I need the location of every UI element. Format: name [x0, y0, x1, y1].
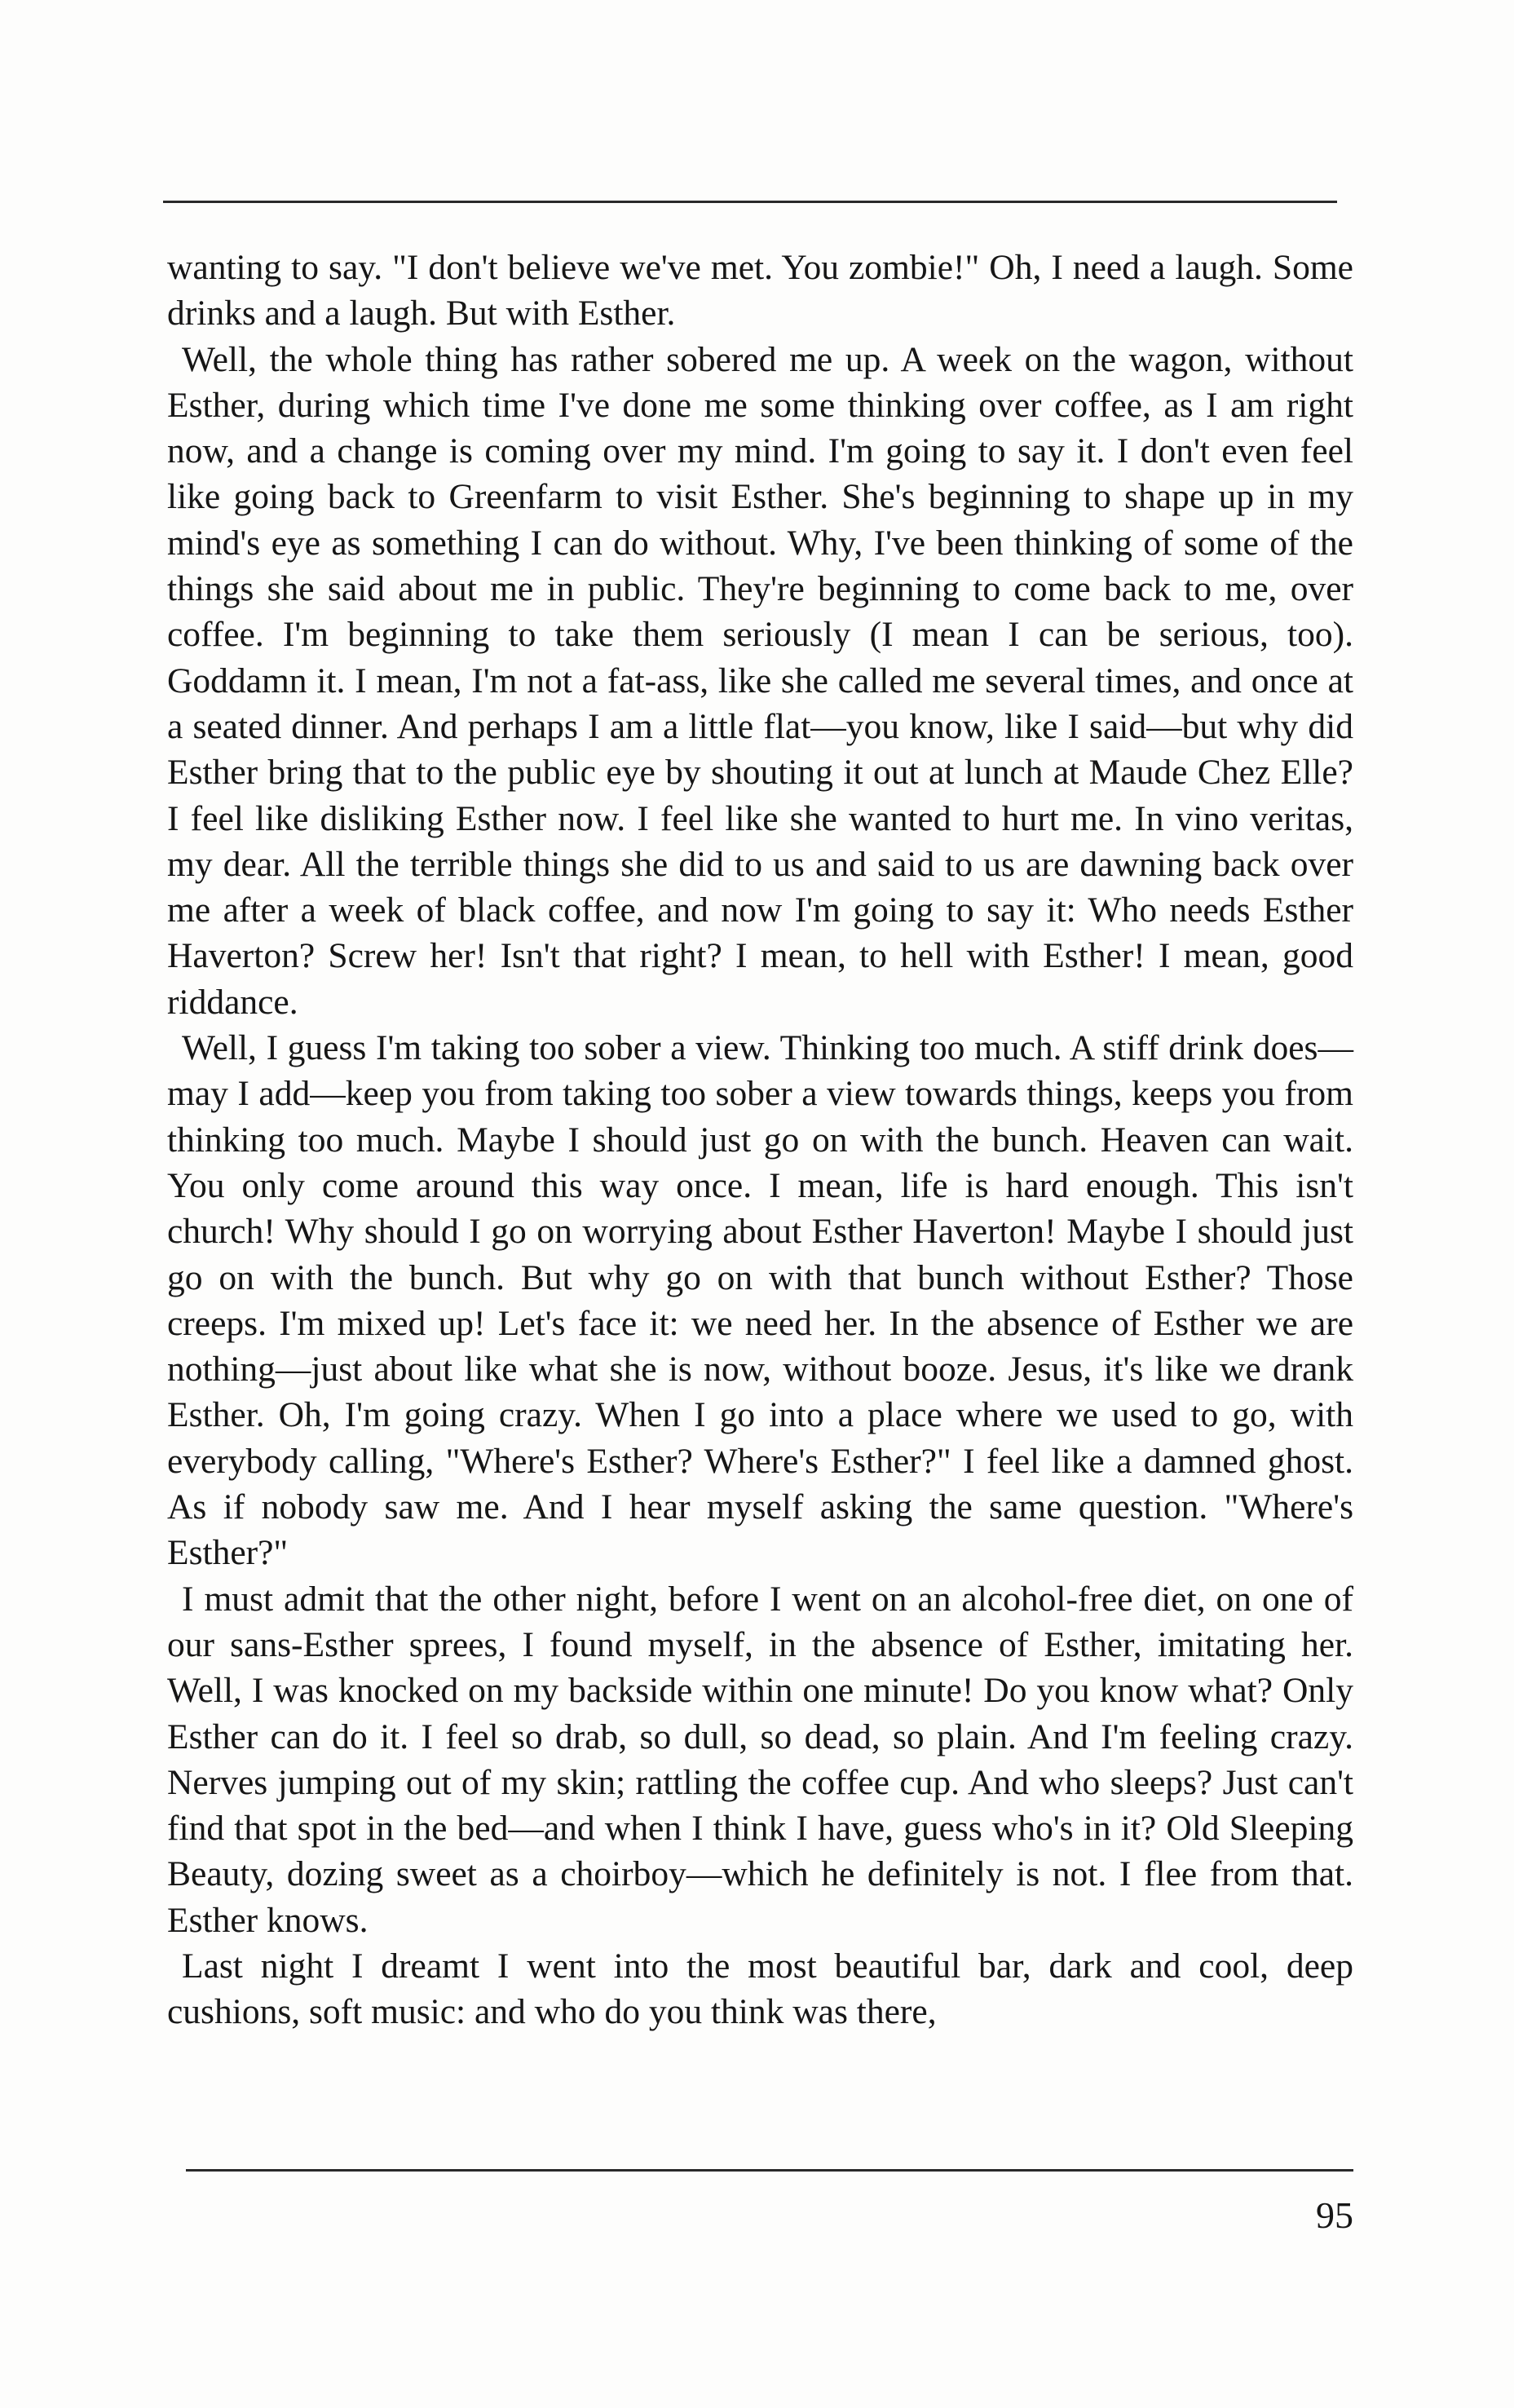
paragraph-3: Well, I guess I'm taking too sober a view. Thinking too much. A stiff drink does—may I add—keep you from taking too sober a view towards things, keeps you from thinking too much. Maybe I should just go on with the bunch. Heaven can wait. You only come around this way once. I mean, life is hard enough. This isn't church! Why should I go on worrying about Esther Haverton! Maybe I should just go on with the bunch. But why go on with that bunch without Esther? Those creeps. I'm mixed up! Let's face it: we need her. In the absence of Esther we are nothing—just about like what she is now, without booze. Jesus, it's like we drank Esther. Oh, I'm going crazy. When I go into a place where we used to go, with everybody calling, "Where's Esther? Where's Esther?" I feel like a damned ghost. As if nobody saw me. And I hear myself asking the same question. "Where's Esther?" — [167, 1028, 1353, 1573]
paragraph-5: Last night I dreamt I went into the most beautiful bar, dark and cool, deep cushions, soft music: and who do you think was there, — [167, 1946, 1353, 2032]
paragraph-2: Well, the whole thing has rather sobered me up. A week on the wagon, without Esther, during which time I've done me some thinking over coffee, as I am right now, and a change is coming over my mind. I'm going to say it. I don't even feel like going back to Greenfarm to visit Esther. She's beginning to shape up in my mind's eye as something I can do without. Why, I've been thinking of some of the things she said about me in public. They're beginning to come back to me, over coffee. I'm beginning to take them seriously (I mean I can be serious, too). Goddamn it. I mean, I'm not a fat-ass, like she called me several times, and once at a seated dinner. And perhaps I am a little flat—you know, like I said—but why did Esther bring that to the public eye by shouting it out at lunch at Maude Chez Elle? I feel like disliking Esther now. I feel like she wanted to hurt me. In vino veritas, my dear. All the terrible things she did to us and said to us are dawning back over me after a week of black coffee, and now I'm going to say it: Who needs Esther Haverton? Screw her! Isn't that right? I mean, to hell with Esther! I mean, good riddance. — [167, 339, 1353, 1022]
paragraph-1: wanting to say. "I don't believe we've met. You zombie!" Oh, I need a laugh. Some drinks and a laugh. But with Esther. — [167, 248, 1353, 334]
body-text — [167, 245, 1353, 2035]
paragraph-4: I must admit that the other night, before I went on an alcohol-free diet, on one of our sans-Esther sprees, I found myself, in the absence of Esther, imitating her. Well, I was knocked on my backside within one minute! Do you know what? Only Esther can do it. I feel so drab, so dull, so dead, so plain. And I'm feeling crazy. Nerves jumping out of my skin; rattling the coffee cup. And who sleeps? Just can't find that spot in the bed—and when I think I have, guess who's in it? Old Sleeping Beauty, dozing sweet as a choirboy—which he definitely is not. I flee from that. Esther knows. — [167, 1579, 1353, 1940]
page-number: 95 — [1316, 2194, 1353, 2236]
bottom-rule — [186, 2169, 1353, 2172]
top-rule — [163, 201, 1337, 203]
